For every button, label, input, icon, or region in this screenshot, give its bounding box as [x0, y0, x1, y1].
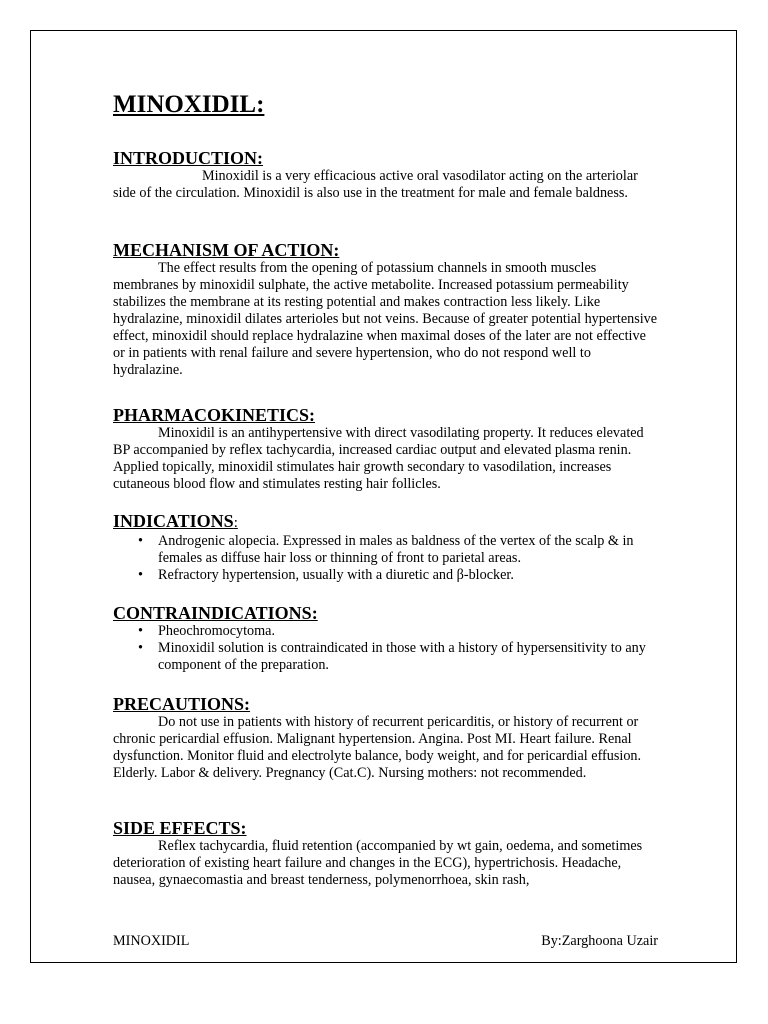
indications-heading: INDICATIONS: [113, 511, 238, 531]
indications-section [113, 511, 658, 584]
pharmacokinetics-section [113, 405, 658, 493]
pharmacokinetics-heading: PHARMACOKINETICS: [113, 405, 316, 425]
page-title: MINOXIDIL: [113, 91, 265, 118]
contraindications-list [113, 623, 658, 674]
side-effects-text: Reflex tachycardia, fluid retention (accompanied by wt gain, oedema, and sometimes deterioration of existing heart failure and changes in the ECG), hypertrichosis. Headache, nausea, gynaecomastia and breast tenderness, polymenorrhoea, skin rash, [113, 838, 643, 888]
precautions-text: Do not use in patients with history of recurrent pericarditis, or history of recurrent or chronic pericardial effusion. Malignant hypertension. Angina. Post MI. Heart failure. Renal dysfunction. Monitor fluid and electrolyte balance, body weight, and for pericardial effusion. Elderly. Labor & delivery. Pregnancy (Cat.C). Nursing mothers: not recommended. [113, 714, 642, 781]
introduction-text: Minoxidil is a very efficacious active oral vasodilator acting on the arteriolar side of the circulation. Minoxidil is also use in the treatment for male and female baldness. [113, 168, 638, 201]
side-effects-heading: SIDE EFFECTS: [113, 818, 247, 838]
mechanism-heading: MECHANISM OF ACTION: [113, 240, 340, 260]
pharmacokinetics-text: Minoxidil is an antihypertensive with direct vasodilating property. It reduces elevated BP accompanied by reflex tachycardia, increased cardiac output and elevated plasma renin. Applied topically, minoxidil stimulates hair growth secondary to vasodilation, increases cutaneous blood flow and stimulates resting hair follicles. [113, 425, 644, 492]
introduction-section [113, 148, 658, 202]
precautions-section [113, 694, 658, 782]
list-item: • Minoxidil solution is contraindicated in those with a history of hypersensitivity to any component of the preparation. [138, 640, 646, 673]
introduction-heading: INTRODUCTION: [113, 148, 264, 168]
indications-list [113, 533, 658, 584]
list-item: • Pheochromocytoma. [138, 623, 276, 639]
side-effects-section [113, 818, 658, 889]
precautions-heading: PRECAUTIONS: [113, 694, 251, 714]
contraindications-section [113, 603, 658, 674]
list-item: • Androgenic alopecia. Expressed in males as baldness of the vertex of the scalp & in females as diffuse hair loss or thinning of front to parietal areas. [138, 533, 634, 566]
mechanism-text: The effect results from the opening of potassium channels in smooth muscles membranes by minoxidil sulphate, the active metabolite. Increased potassium permeability stabilizes the membrane at its resting potential and makes contraction less likely. Like hydralazine, minoxidil dilates arterioles but not veins. Because of greater potential hypertensive effect, minoxidil should replace hydralazine when maximal doses of the later are not effective or in patients with renal failure and severe hypertension, who do not respond well to hydralazine. [113, 260, 658, 378]
footer-author: By:Zarghoona Uzair [541, 933, 658, 949]
footer-title: MINOXIDIL [113, 933, 190, 949]
contraindications-heading: CONTRAINDICATIONS: [113, 603, 318, 623]
list-item: • Refractory hypertension, usually with a diuretic and β-blocker. [138, 567, 514, 583]
mechanism-section [113, 240, 658, 379]
